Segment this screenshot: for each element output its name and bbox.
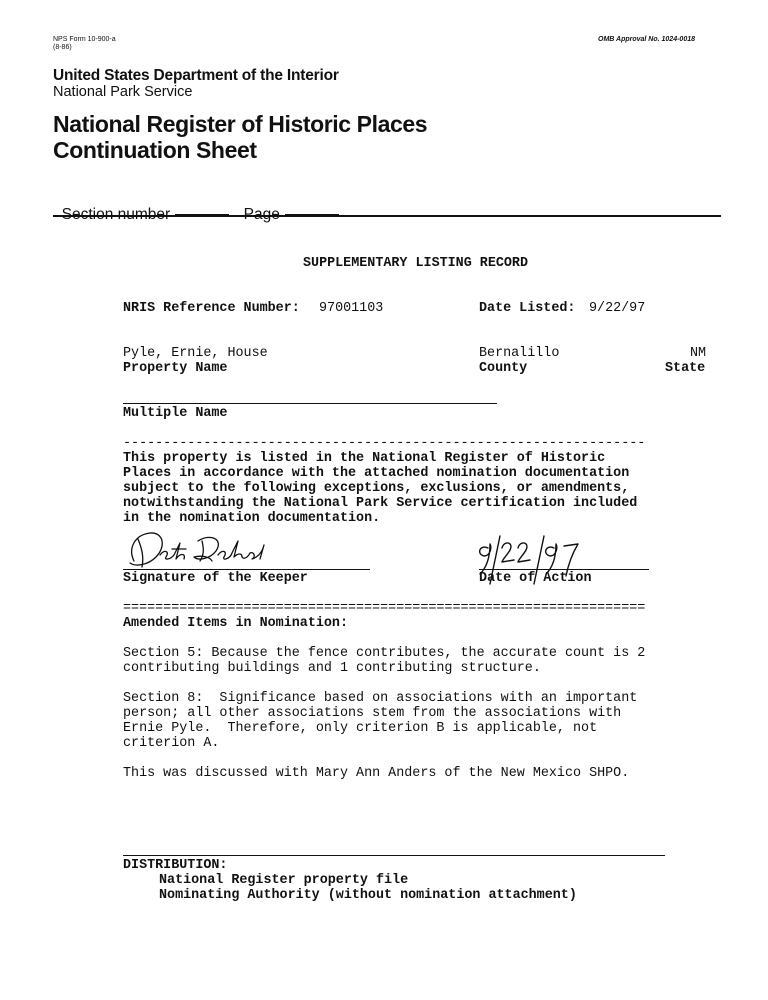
statement-line: This property is listed in the National Register of Historic [123, 451, 606, 466]
nris-value: 97001103 [319, 301, 384, 316]
signature-label: Signature of the Keeper [123, 571, 308, 586]
amendment-section-8 [123, 691, 637, 751]
date-of-action-label: Date of Action [479, 571, 592, 586]
amendment-line: This was discussed with Mary Ann Anders of the New Mexico SHPO. [123, 766, 630, 781]
distribution-list [159, 873, 577, 903]
statement-line: Places in accordance with the attached nomination documentation [123, 466, 630, 481]
property-name-label: Property Name [123, 361, 228, 376]
nris-label: NRIS Reference Number: [123, 301, 300, 316]
state-label: State [665, 361, 706, 376]
distribution-item: Nominating Authority (without nomination attachment) [159, 888, 577, 903]
form-revision: (8-86) [53, 44, 72, 51]
page-subtitle: Continuation Sheet [53, 137, 257, 163]
page-field [235, 188, 339, 224]
amendment-line: contributing buildings and 1 contributing structure. [123, 661, 541, 676]
multiple-name-label: Multiple Name [123, 406, 228, 421]
record-heading: SUPPLEMENTARY LISTING RECORD [303, 256, 528, 271]
amendment-shpo-note [123, 766, 629, 781]
county-value: Bernalillo [479, 346, 560, 361]
date-listed-value: 9/22/97 [589, 301, 646, 316]
dash-separator: ----------------------------------------------------------------- [123, 436, 646, 451]
date-listed-label: Date Listed: [479, 301, 576, 316]
omb-approval: OMB Approval No. 1024-0018 [598, 36, 695, 43]
amendment-line: person; all other associations stem from the associations with [123, 706, 622, 721]
amendment-line: Ernie Pyle. Therefore, only criterion B is applicable, not [123, 721, 598, 736]
amendment-line: criterion A. [123, 736, 220, 751]
form-id: NPS Form 10-900-a [53, 36, 116, 43]
section-number-field [53, 188, 229, 224]
county-label: County [479, 361, 528, 376]
property-name-value: Pyle, Ernie, House [123, 346, 268, 361]
header-divider [53, 215, 721, 217]
statement-line: in the nomination documentation. [123, 511, 381, 526]
department-name: United States Department of the Interior [53, 67, 339, 84]
distribution-item: National Register property file [159, 873, 409, 888]
statement-line: subject to the following exceptions, exclusions, or amendments, [123, 481, 630, 496]
amendment-line: Section 5: Because the fence contributes, the accurate count is 2 [123, 646, 646, 661]
equals-separator: ================================================================= [123, 601, 646, 616]
state-value: NM [690, 346, 707, 361]
page-title: National Register of Historic Places [53, 111, 428, 137]
amendment-section-5 [123, 646, 645, 676]
multiple-name-line [123, 403, 497, 404]
amended-heading: Amended Items in Nomination: [123, 616, 348, 631]
amendment-line: Section 8: Significance based on associations with an important [123, 691, 638, 706]
listing-statement [123, 451, 637, 526]
statement-line: notwithstanding the National Park Service certification included [123, 496, 638, 511]
keeper-signature [120, 527, 290, 573]
service-name: National Park Service [53, 84, 193, 100]
distribution-divider [123, 855, 665, 856]
distribution-label: DISTRIBUTION: [123, 858, 228, 873]
